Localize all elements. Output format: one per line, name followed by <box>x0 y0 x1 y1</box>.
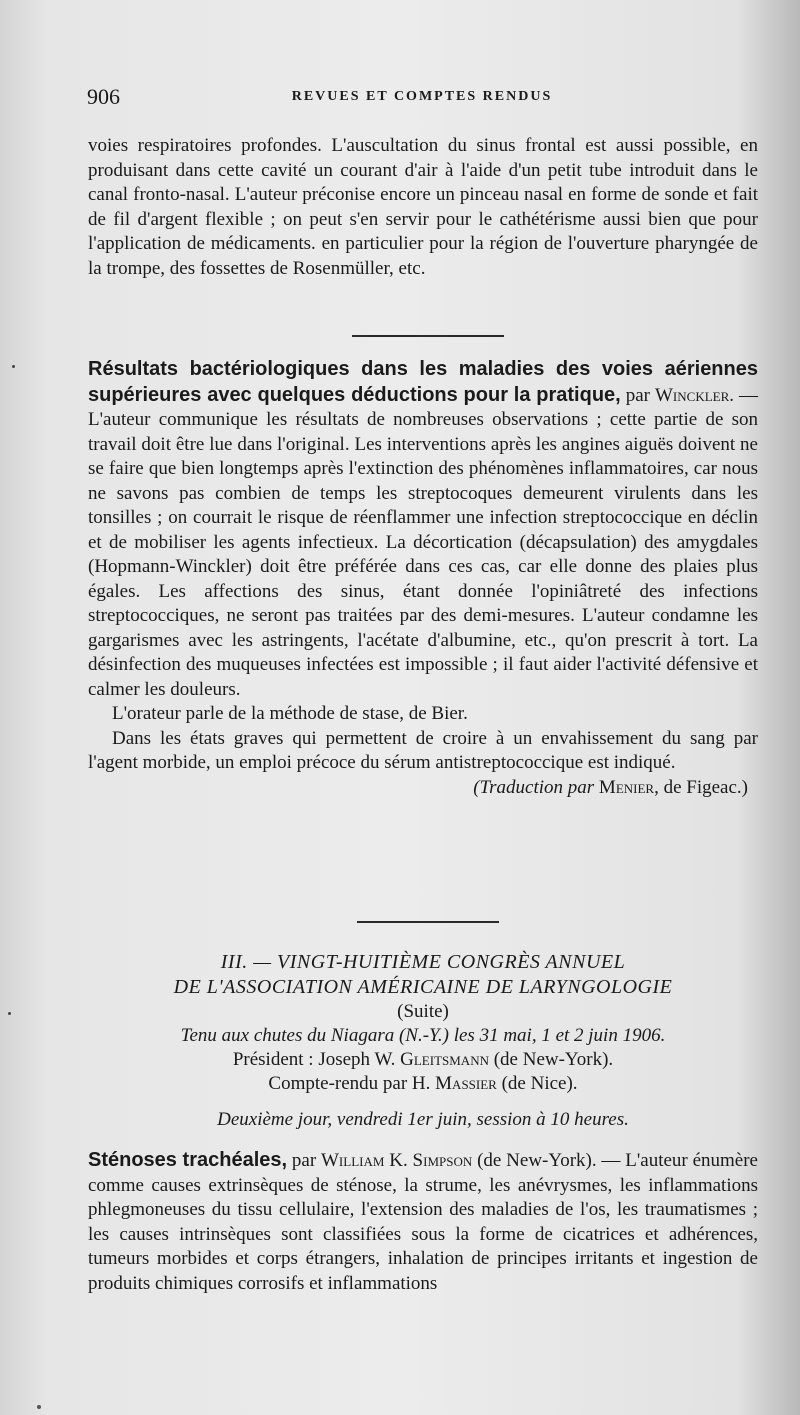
body-text: (de New-York). — L'auteur énumère comme causes extrinsèques de sténose, la strume, les anévrysmes, les inflammations phlegmoneuses du tissu cellulaire, l'extension des maladies de l'os, les traumatismes ; les causes intrinsèques sont classifiées sous la forme de cicatrices et adhérences, tumeurs morbides et corps étrangers, inhalation de principes irritants et ingestion de produits chimiques corrosifs et inflammations <box>88 1150 758 1294</box>
article-bacteriology-body <box>88 357 758 702</box>
president-name: Gleitsmann <box>400 1049 489 1070</box>
print-speck <box>12 365 15 368</box>
paragraph-serum: Dans les états graves qui permettent de croire à un envahissement du sang par l'agent morbide, un emploi précoce du sérum antistreptococcique est indiqué. <box>88 727 758 773</box>
congress-section-heading <box>88 950 758 1132</box>
report-line <box>88 1072 758 1096</box>
article-bacteriology <box>88 357 758 800</box>
article-title: Sténoses trachéales, <box>88 1149 288 1171</box>
president-place: (de New-York). <box>488 1049 614 1070</box>
suite-label: (Suite) <box>397 1001 449 1022</box>
translator-name: Menier <box>598 776 655 798</box>
report-place: (de Nice). <box>496 1073 578 1094</box>
page-number: 906 <box>87 84 120 109</box>
page-header <box>87 84 757 114</box>
article-title: Résultats bactériologiques dans les maladies des voies aériennes supérieures avec quelques déductions pour la pratique, <box>88 358 758 406</box>
president-line <box>88 1048 758 1072</box>
article-stenoses-body <box>88 1148 758 1296</box>
translation-credit <box>88 776 758 800</box>
venue-line: Tenu aux chutes du Niagara (N.-Y.) les 31 mai, 1 et 2 juin 1906. <box>180 1025 666 1046</box>
running-title: REVUES ET COMPTES RENDUS <box>291 89 553 104</box>
report-label: Compte-rendu par H. <box>268 1073 436 1094</box>
separator-rule <box>352 335 504 337</box>
print-speck <box>37 1405 41 1409</box>
print-speck <box>8 1012 11 1015</box>
body-text: . — L'auteur communique les résultats de nombreuses observations ; cette partie de son travail doit être lue dans l'original. Les interventions après les angines aiguës doivent ne se faire que bien longtemps après l'extinction des phénomènes inflammatoires, car nous ne savons pas combien de temps les streptocoques demeurent virulents dans les tonsilles ; on courrait le risque de réenflammer une infection streptococcique en déclin et de mobiliser les agents infectieux. La décortication (décapsulation) des amygdales (Hopmann-Winckler) doit être préférée dans ces cas, car elle donne des plaies plus égales. Les affections des sinus, étant donnée l'opiniâtreté des infections streptococciques, ne seront pas traitées par des demi-mesures. L'auteur condamne les gargarismes avec les astringents, l'acétate d'albumine, etc., qu'on prescrit à tort. La désinfection des muqueuses infectées est impossible ; il faut aider l'activité défensive et calmer les douleurs. <box>88 384 759 700</box>
translation-prefix: (Traduction par <box>473 776 599 798</box>
by-text: par <box>620 384 655 406</box>
heading-line-2: DE L'ASSOCIATION AMÉRICAINE DE LARYNGOLOGIE <box>173 976 673 998</box>
author-name: William K. Simpson <box>321 1150 473 1171</box>
separator-rule-2 <box>357 921 499 923</box>
translation-suffix: , de Figeac.) <box>654 776 748 798</box>
article-continuation-text: voies respiratoires profondes. L'auscultation du sinus frontal est aussi possible, en produisant dans cette cavité un courant d'air à l'aide d'un petit tube introduit dans le canal fronto-nasal. L'auteur préconise encore un pinceau nasal en forme de sonde et fait de fil d'argent flexible ; on peut s'en servir pour le cathétérisme aussi bien que pour l'application de médicaments. en particulier pour la région de l'ouverture pharyngée de la trompe, des fossettes de Rosenmüller, etc. <box>88 135 758 279</box>
paragraph-stase: L'orateur parle de la méthode de stase, de Bier. <box>112 703 468 724</box>
report-name: Massier <box>435 1073 497 1094</box>
article-continuation <box>88 134 758 281</box>
author-name: Winckler <box>655 384 730 406</box>
article-stenoses <box>88 1148 758 1296</box>
session-line: Deuxième jour, vendredi 1er juin, session à 10 heures. <box>217 1109 629 1130</box>
president-label: Président : Joseph W. <box>232 1049 401 1070</box>
heading-line-1: III. — VINGT-HUITIÈME CONGRÈS ANNUEL <box>220 951 626 973</box>
by-text: par <box>287 1150 321 1171</box>
